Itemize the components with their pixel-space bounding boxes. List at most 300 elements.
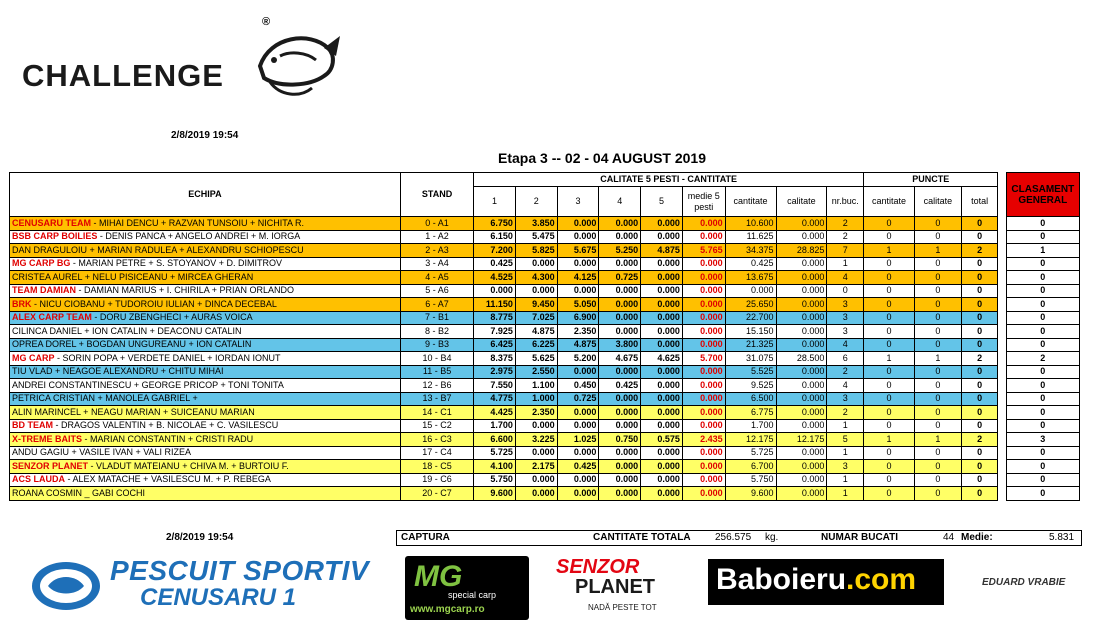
cell-medie: 0.000 [682,325,725,339]
cell-tot: 0 [961,271,998,285]
baboieru-com: .com [846,563,917,596]
cell-v-2: 6.900 [557,311,599,325]
cell-tot: 0 [961,446,998,460]
team-members: CRISTEA AUREL + NELU PISICEANU + MIRCEA GHERAN [12,271,254,282]
cell-v-4: 4.875 [641,244,683,258]
cell-medie: 5.700 [682,352,725,366]
cell-v-3: 0.000 [599,406,641,420]
cell-v-4: 0.000 [641,487,683,501]
cell-stand: 4 - A5 [400,271,473,285]
cell-v-0: 6.150 [474,230,516,244]
senzor-logo-tagline: NADĂ PESTE TOT [588,603,657,612]
cell-buc: 2 [827,406,864,420]
cell-v-3: 0.000 [599,487,641,501]
cell-pcal: 0 [915,379,962,393]
table-row [10,325,1080,339]
cell-v-3: 0.000 [599,392,641,406]
cell-v-3: 5.250 [599,244,641,258]
header-stand: STAND [400,173,473,217]
team-members: ROANA COSMIN _ GABI COCHI [12,487,146,498]
subheader-col: medie 5 pesti [682,187,725,217]
cell-cal: 0.000 [776,392,827,406]
cell-medie: 0.000 [682,392,725,406]
team-members: - SORIN POPA + VERDETE DANIEL + IORDAN IONUT [54,352,281,363]
team-members: - DRAGOS VALENTIN + B. NICOLAE + C. VASILESCU [53,420,279,431]
table-row [10,406,1080,420]
cell-clasament: 0 [1006,338,1079,352]
cell-v-1: 3.225 [515,433,557,447]
cell-pcal: 1 [915,244,962,258]
cell-cal: 12.175 [776,433,827,447]
cell-v-0: 6.425 [474,338,516,352]
challenge-logo-text: CHALLENGE [22,58,224,93]
cell-buc: 5 [827,433,864,447]
cell-buc: 7 [827,244,864,258]
cell-v-1: 4.300 [515,271,557,285]
cell-tot: 0 [961,230,998,244]
cell-pc: 1 [864,244,915,258]
cell-stand: 10 - B4 [400,352,473,366]
cell-clasament: 0 [1006,311,1079,325]
cell-buc: 1 [827,257,864,271]
team-name: BRK [12,298,32,309]
cell-v-0: 7.925 [474,325,516,339]
team-cell [10,338,401,352]
team-members: DAN DRAGULOIU + MARIAN RADULEA + ALEXANDRU SCHIOPESCU [12,244,304,255]
cell-v-2: 0.000 [557,406,599,420]
cell-clasament: 0 [1006,298,1079,312]
cell-v-2: 0.000 [557,446,599,460]
cell-medie: 0.000 [682,311,725,325]
team-members: CILINCA DANIEL + ION CATALIN + DEACONU CATALIN [12,325,242,336]
cell-v-3: 3.800 [599,338,641,352]
cell-cal: 0.000 [776,217,827,231]
cell-tot: 0 [961,460,998,474]
cell-v-1: 5.825 [515,244,557,258]
cell-cant: 22.700 [725,311,776,325]
cell-buc: 1 [827,487,864,501]
team-name: TEAM DAMIAN [12,285,76,296]
pescuit-sportiv-fish-icon [26,548,106,618]
cell-medie: 0.000 [682,298,725,312]
cell-clasament: 0 [1006,365,1079,379]
table-row [10,365,1080,379]
cell-medie: 0.000 [682,379,725,393]
summary-medie-label: Medie: [961,532,993,543]
cell-stand: 0 - A1 [400,217,473,231]
cell-cal: 0.000 [776,338,827,352]
cell-pc: 1 [864,352,915,366]
table-row [10,433,1080,447]
cell-medie: 0.000 [682,446,725,460]
cell-medie: 2.435 [682,433,725,447]
cell-v-3: 0.000 [599,473,641,487]
team-members: ALIN MARINCEL + NEAGU MARIAN + SUICEANU MARIAN [12,406,255,417]
cell-v-0: 7.550 [474,379,516,393]
cell-cant: 5.525 [725,365,776,379]
cell-v-0: 8.775 [474,311,516,325]
cell-cant: 5.725 [725,446,776,460]
cell-v-4: 4.625 [641,352,683,366]
cell-buc: 1 [827,419,864,433]
cell-v-4: 0.000 [641,311,683,325]
table-row [10,257,1080,271]
table-row [10,379,1080,393]
cell-pc: 0 [864,298,915,312]
team-cell [10,487,401,501]
cell-v-4: 0.000 [641,284,683,298]
cell-pcal: 0 [915,230,962,244]
cell-medie: 0.000 [682,406,725,420]
subheader-col: 4 [599,187,641,217]
baboieru-name: Baboieru [716,563,847,596]
cell-v-2: 5.050 [557,298,599,312]
cell-stand: 1 - A2 [400,230,473,244]
team-members: - VLADUT MATEIANU + CHIVA M. + BURTOIU F. [88,460,289,471]
cell-tot: 0 [961,217,998,231]
cell-v-3: 0.000 [599,298,641,312]
cell-tot: 0 [961,257,998,271]
cell-medie: 0.000 [682,487,725,501]
cell-v-0: 6.750 [474,217,516,231]
cell-buc: 2 [827,365,864,379]
summary-buc-value: 44 [943,532,955,543]
carp-fish-icon [250,26,342,102]
cell-cant: 21.325 [725,338,776,352]
mg-logo-sub: special carp [448,590,497,600]
cell-tot: 0 [961,365,998,379]
summary-captura: CAPTURA [401,532,450,543]
cell-stand: 20 - C7 [400,487,473,501]
cell-v-0: 8.375 [474,352,516,366]
cell-pc: 0 [864,487,915,501]
cell-v-0: 6.600 [474,433,516,447]
team-name: X-TREME BAITS [12,433,83,444]
cell-v-4: 0.000 [641,446,683,460]
cell-medie: 0.000 [682,230,725,244]
cell-v-2: 0.725 [557,392,599,406]
cell-pcal: 0 [915,365,962,379]
cell-tot: 0 [961,325,998,339]
cell-pc: 0 [864,460,915,474]
cell-clasament: 0 [1006,271,1079,285]
cell-pc: 0 [864,217,915,231]
cell-cal: 0.000 [776,230,827,244]
cell-clasament: 0 [1006,230,1079,244]
cell-v-2: 0.000 [557,217,599,231]
cell-tot: 0 [961,392,998,406]
cell-v-2: 2.350 [557,325,599,339]
cell-v-4: 0.000 [641,473,683,487]
cell-v-3: 0.000 [599,325,641,339]
cell-v-1: 0.000 [515,473,557,487]
cell-clasament: 0 [1006,460,1079,474]
cell-pc: 0 [864,257,915,271]
subheader-col: cantitate [864,187,915,217]
cell-cal: 0.000 [776,487,827,501]
cell-pcal: 0 [915,257,962,271]
results-table [9,172,1080,501]
cell-pc: 0 [864,338,915,352]
team-name: BD TEAM [12,420,53,431]
timestamp-top: 2/8/2019 19:54 [171,130,239,141]
cell-medie: 0.000 [682,271,725,285]
cell-clasament: 0 [1006,217,1079,231]
cell-pcal: 0 [915,406,962,420]
cell-cal: 0.000 [776,419,827,433]
cell-v-2: 0.450 [557,379,599,393]
cell-pcal: 0 [915,487,962,501]
table-row [10,419,1080,433]
table-row [10,338,1080,352]
subheader-col: total [961,187,998,217]
registered-mark: ® [262,16,271,28]
cell-clasament: 3 [1006,433,1079,447]
cell-medie: 0.000 [682,284,725,298]
signature: EDUARD VRABIE [982,577,1066,588]
cell-buc: 3 [827,392,864,406]
cell-pcal: 0 [915,284,962,298]
cell-cant: 9.600 [725,487,776,501]
team-members: OPREA DOREL + BOGDAN UNGUREANU + ION CATALIN [12,339,252,350]
cell-buc: 4 [827,271,864,285]
table-row [10,311,1080,325]
cell-cant: 10.600 [725,217,776,231]
table-row [10,244,1080,258]
cell-cant: 12.175 [725,433,776,447]
page-title: Etapa 3 -- 02 - 04 AUGUST 2019 [498,150,707,166]
cell-buc: 2 [827,230,864,244]
table-row [10,298,1080,312]
cell-v-1: 0.000 [515,257,557,271]
cell-v-2: 0.000 [557,284,599,298]
cell-clasament: 0 [1006,487,1079,501]
cell-stand: 3 - A4 [400,257,473,271]
team-cell [10,271,401,285]
cell-v-4: 0.000 [641,230,683,244]
cell-medie: 0.000 [682,473,725,487]
cell-v-4: 0.000 [641,217,683,231]
cell-v-1: 0.000 [515,284,557,298]
cell-v-0: 4.775 [474,392,516,406]
cell-v-1: 9.450 [515,298,557,312]
cell-buc: 3 [827,298,864,312]
team-name: ACS LAUDA [12,474,65,485]
cell-v-3: 0.425 [599,379,641,393]
team-name: BSB CARP BOILIES [12,231,98,242]
cell-v-2: 4.125 [557,271,599,285]
cell-medie: 0.000 [682,338,725,352]
cell-v-1: 2.175 [515,460,557,474]
team-cell [10,406,401,420]
team-cell [10,365,401,379]
cell-v-2: 0.000 [557,487,599,501]
team-cell [10,325,401,339]
team-members: - MIHAI DENCU + RAZVAN TUNSOIU + NICHITA R. [91,217,305,228]
cell-v-2: 0.000 [557,473,599,487]
cell-clasament: 0 [1006,419,1079,433]
cell-buc: 3 [827,460,864,474]
summary-medie-value: 5.831 [1049,532,1075,543]
cell-v-0: 9.600 [474,487,516,501]
cell-stand: 9 - B3 [400,338,473,352]
senzor-logo-mid: PLANET [575,576,655,598]
summary-bar [396,530,1082,546]
cell-cal: 0.000 [776,311,827,325]
cell-v-2: 4.875 [557,338,599,352]
subheader-col: calitate [776,187,827,217]
team-members: ANDREI CONSTANTINESCU + GEORGE PRICOP + TONI TONITA [12,379,284,390]
cell-tot: 0 [961,487,998,501]
cell-buc: 0 [827,284,864,298]
header-calitate: CALITATE 5 PESTI - CANTITATE [474,173,864,187]
cell-v-0: 4.425 [474,406,516,420]
cell-pcal: 0 [915,325,962,339]
cell-cal: 28.825 [776,244,827,258]
header-clasament: CLASAMENT GENERAL [1006,173,1079,217]
cell-clasament: 0 [1006,392,1079,406]
cell-v-1: 0.000 [515,419,557,433]
team-cell [10,352,401,366]
cell-buc: 3 [827,325,864,339]
cell-stand: 2 - A3 [400,244,473,258]
cell-v-1: 2.550 [515,365,557,379]
cell-cant: 1.700 [725,419,776,433]
cell-pc: 1 [864,433,915,447]
cell-v-0: 5.725 [474,446,516,460]
cell-medie: 5.765 [682,244,725,258]
team-cell [10,257,401,271]
team-name: CENUSARU TEAM [12,217,92,228]
cell-buc: 1 [827,473,864,487]
cell-pc: 0 [864,379,915,393]
cell-pc: 0 [864,446,915,460]
cell-pcal: 0 [915,392,962,406]
cell-pcal: 1 [915,352,962,366]
cell-pcal: 0 [915,473,962,487]
cell-v-4: 0.000 [641,271,683,285]
cell-clasament: 0 [1006,379,1079,393]
cell-cal: 0.000 [776,271,827,285]
cell-v-4: 0.575 [641,433,683,447]
subheader-col: 3 [557,187,599,217]
cell-buc: 3 [827,311,864,325]
timestamp-bottom: 2/8/2019 19:54 [166,532,234,543]
cell-stand: 17 - C4 [400,446,473,460]
team-members: - MARIAN PETRE + S. STOYANOV + D. DIMITROV [70,258,283,269]
team-name: MG CARP BG [12,258,71,269]
cell-tot: 0 [961,311,998,325]
cell-v-1: 0.000 [515,446,557,460]
cell-cant: 0.425 [725,257,776,271]
cell-tot: 2 [961,352,998,366]
cell-pcal: 0 [915,338,962,352]
cell-v-2: 0.425 [557,460,599,474]
team-name: MG CARP [12,352,55,363]
cenusaru-text: CENUSARU 1 [140,584,297,611]
mg-logo-url: www.mgcarp.ro [410,604,485,615]
cell-pc: 0 [864,284,915,298]
cell-v-3: 0.000 [599,284,641,298]
cell-v-0: 4.100 [474,460,516,474]
cell-tot: 0 [961,379,998,393]
cell-clasament: 2 [1006,352,1079,366]
team-name: SENZOR PLANET [12,460,89,471]
cell-pcal: 0 [915,298,962,312]
cell-cal: 0.000 [776,365,827,379]
cell-cant: 31.075 [725,352,776,366]
team-cell [10,446,401,460]
table-row [10,217,1080,231]
cell-v-1: 1.000 [515,392,557,406]
cell-pcal: 0 [915,217,962,231]
team-cell [10,284,401,298]
cell-v-1: 2.350 [515,406,557,420]
cell-v-1: 3.850 [515,217,557,231]
cell-v-3: 0.000 [599,419,641,433]
cell-stand: 8 - B2 [400,325,473,339]
cell-clasament: 0 [1006,446,1079,460]
cell-v-2: 0.000 [557,419,599,433]
cell-cant: 6.500 [725,392,776,406]
cell-cal: 0.000 [776,460,827,474]
team-members: - ALEX MATACHE + VASILESCU M. + P. REBEGA [65,474,271,485]
cell-tot: 0 [961,338,998,352]
cell-v-4: 0.000 [641,365,683,379]
table-row [10,284,1080,298]
cell-v-2: 0.000 [557,230,599,244]
cell-cal: 0.000 [776,325,827,339]
cell-stand: 7 - B1 [400,311,473,325]
cell-v-1: 4.875 [515,325,557,339]
cell-buc: 4 [827,338,864,352]
cell-tot: 0 [961,298,998,312]
team-members: - DAMIAN MARIUS + I. CHIRILA + PRIAN ORLANDO [76,285,295,296]
cell-v-3: 0.000 [599,460,641,474]
cell-tot: 0 [961,284,998,298]
table-row [10,271,1080,285]
subheader-col: 1 [474,187,516,217]
cell-pc: 0 [864,473,915,487]
cell-clasament: 0 [1006,406,1079,420]
cell-pc: 0 [864,325,915,339]
cell-cant: 6.775 [725,406,776,420]
cell-cant: 11.625 [725,230,776,244]
header-puncte: PUNCTE [864,173,998,187]
baboieru-logo-text [716,563,916,597]
team-members: ANDU GAGIU + VASILE IVAN + VALI RIZEA [12,447,192,458]
summary-cant-unit: kg. [765,532,779,543]
cell-stand: 19 - C6 [400,473,473,487]
table-row [10,473,1080,487]
cell-tot: 0 [961,406,998,420]
cell-v-4: 0.000 [641,257,683,271]
cell-v-1: 5.475 [515,230,557,244]
team-cell [10,433,401,447]
cell-v-3: 0.750 [599,433,641,447]
team-cell [10,460,401,474]
cell-cant: 6.700 [725,460,776,474]
cell-pcal: 0 [915,460,962,474]
cell-cal: 0.000 [776,298,827,312]
cell-tot: 0 [961,419,998,433]
cell-v-2: 0.000 [557,257,599,271]
cell-tot: 2 [961,244,998,258]
cell-cant: 5.750 [725,473,776,487]
subheader-col: cantitate [725,187,776,217]
cell-pc: 0 [864,419,915,433]
team-members: - DORU ZBENGHECI + AURAS VOICA [91,312,253,323]
